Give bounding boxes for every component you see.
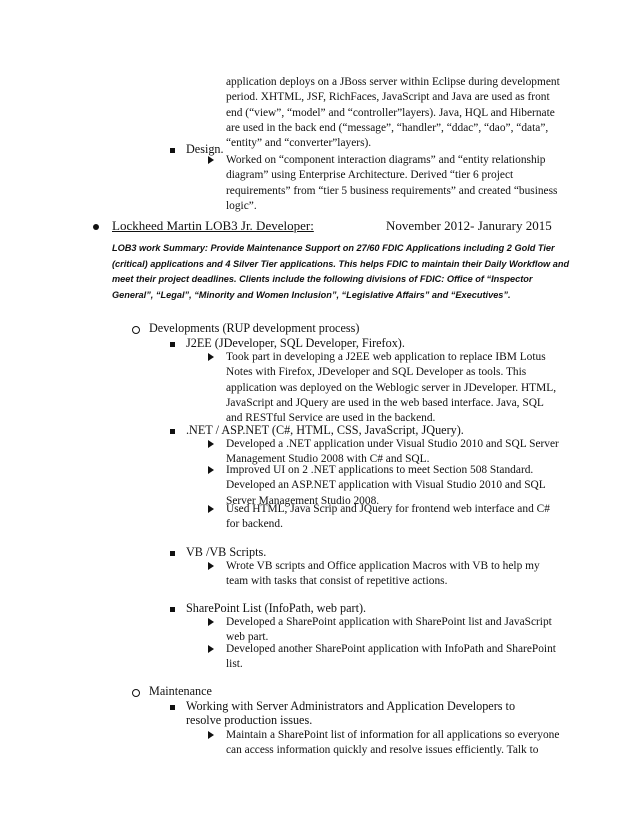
text-line: for backend. — [226, 518, 283, 531]
job-dates: November 2012- Janurary 2015 — [386, 218, 552, 233]
maintenance-label: Maintenance — [149, 684, 212, 698]
round-bullet-icon — [93, 224, 99, 230]
text-line: Server Management Studio 2008. — [226, 494, 380, 507]
design-item — [226, 153, 578, 214]
text-line: application deploys on a JBoss server within Eclipse during development — [226, 76, 560, 88]
text-line: team with tasks that consist of repetitive actions. — [226, 575, 448, 588]
square-bullet-icon — [170, 342, 175, 347]
text-line: Developed a SharePoint application with SharePoint list and JavaScript — [226, 616, 552, 628]
design-label: Design. — [186, 142, 224, 156]
text-line: Improved UI on 2 .NET applications to meet Section 508 Standard. — [226, 464, 534, 476]
square-bullet-icon — [170, 705, 175, 710]
developments-label: Developments (RUP development process) — [149, 321, 360, 335]
top-block — [226, 75, 578, 151]
text-line: Wrote VB scripts and Office application Macros with VB to help my — [226, 560, 540, 572]
text-line: requirements” from “tier 5 business requirements” and created “business — [226, 184, 558, 197]
triangle-bullet-icon — [208, 156, 214, 164]
dotnet-item-3 — [226, 502, 578, 533]
job-summary: LOB3 work Summary: Provide Maintenance Support on 27/60 FDIC Applications including 2 Gold Tier (critical) applications and 4 Silver Tier applications. This helps FDIC to maintain their Daily Workflow and meet their project deadlines. Clients include the following divisions of FDIC: Office of “Inspector General”, “Legal”, “Minority and Women Inclusion”, “Legislative Affairs” and “Executives”. — [112, 243, 570, 300]
triangle-bullet-icon — [208, 618, 214, 626]
triangle-bullet-icon — [208, 440, 214, 448]
text-line: Developed an ASP.NET application with Visual Studio 2010 and SQL — [226, 479, 546, 492]
triangle-bullet-icon — [208, 505, 214, 513]
vb-label: VB /VB Scripts. — [186, 545, 267, 559]
circle-bullet-icon — [132, 326, 140, 334]
maintenance-item — [226, 728, 578, 759]
triangle-bullet-icon — [208, 562, 214, 570]
text-line: Notes with Firefox, JDeveloper and SQL Developer as tools. This — [226, 366, 527, 379]
text-line: Developed a .NET application under Visual Studio 2010 and SQL Server — [226, 438, 559, 450]
text-line: Management Studio 2008 with C# and SQL. — [226, 453, 430, 466]
triangle-bullet-icon — [208, 645, 214, 653]
text-line: Used HTML, Java Scrip and JQuery for frontend web interface and C# — [226, 503, 550, 515]
text-line: period. XHTML, JSF, RichFaces, JavaScript and Java are used as front — [226, 91, 550, 104]
sharepoint-item-1 — [226, 615, 578, 646]
text-line: list. — [226, 658, 243, 671]
job-heading — [112, 218, 552, 234]
maintenance-working-line: Working with Server Administrators and Application Developers to — [186, 699, 516, 713]
dotnet-label: .NET / ASP.NET (C#, HTML, CSS, JavaScript, JQuery). — [186, 423, 464, 437]
text-line: diagram” using Enterprise Architecture. Derived “tier 6 project — [226, 169, 514, 182]
text-line: application was deployed on the Weblogic server in JDeveloper. HTML, — [226, 381, 557, 394]
maintenance-working-line: resolve production issues. — [186, 713, 313, 727]
square-bullet-icon — [170, 551, 175, 556]
text-line: Maintain a SharePoint list of information for all applications so everyone — [226, 729, 560, 741]
text-line: and RESTful Service are used in the backend. — [226, 412, 436, 425]
triangle-bullet-icon — [208, 466, 214, 474]
square-bullet-icon — [170, 607, 175, 612]
triangle-bullet-icon — [208, 731, 214, 739]
vb-item — [226, 559, 578, 590]
text-line: end (“view”, “model” and “controller”layers). Java, HQL and Hibernate — [226, 106, 555, 119]
square-bullet-icon — [170, 429, 175, 434]
sharepoint-label: SharePoint List (InfoPath, web part). — [186, 601, 367, 615]
text-line: logic”. — [226, 199, 257, 212]
j2ee-item — [226, 350, 578, 426]
text-line: are used in the back end (“message”, “handler”, “ddac”, “dao”, “data”, — [226, 121, 549, 134]
text-line: Took part in developing a J2EE web application to replace IBM Lotus — [226, 351, 546, 363]
circle-bullet-icon — [132, 689, 140, 697]
text-line: Developed another SharePoint application with InfoPath and SharePoint — [226, 643, 556, 655]
text-line: “entity” and “converter”layers). — [226, 137, 372, 150]
square-bullet-icon — [170, 148, 175, 153]
sharepoint-item-2 — [226, 642, 578, 673]
text-line: can access information quickly and resolve issues efficiently. Talk to — [226, 744, 539, 757]
j2ee-label: J2EE (JDeveloper, SQL Developer, Firefox). — [186, 336, 405, 350]
job-employer: Lockheed Martin LOB3 Jr. Developer: — [112, 218, 314, 233]
text-line: Worked on “component interaction diagrams” and “entity relationship — [226, 154, 546, 166]
text-line: web part. — [226, 631, 269, 644]
triangle-bullet-icon — [208, 353, 214, 361]
text-line: JavaScript and JQuery are used in the web based interface. Java, SQL — [226, 396, 544, 409]
